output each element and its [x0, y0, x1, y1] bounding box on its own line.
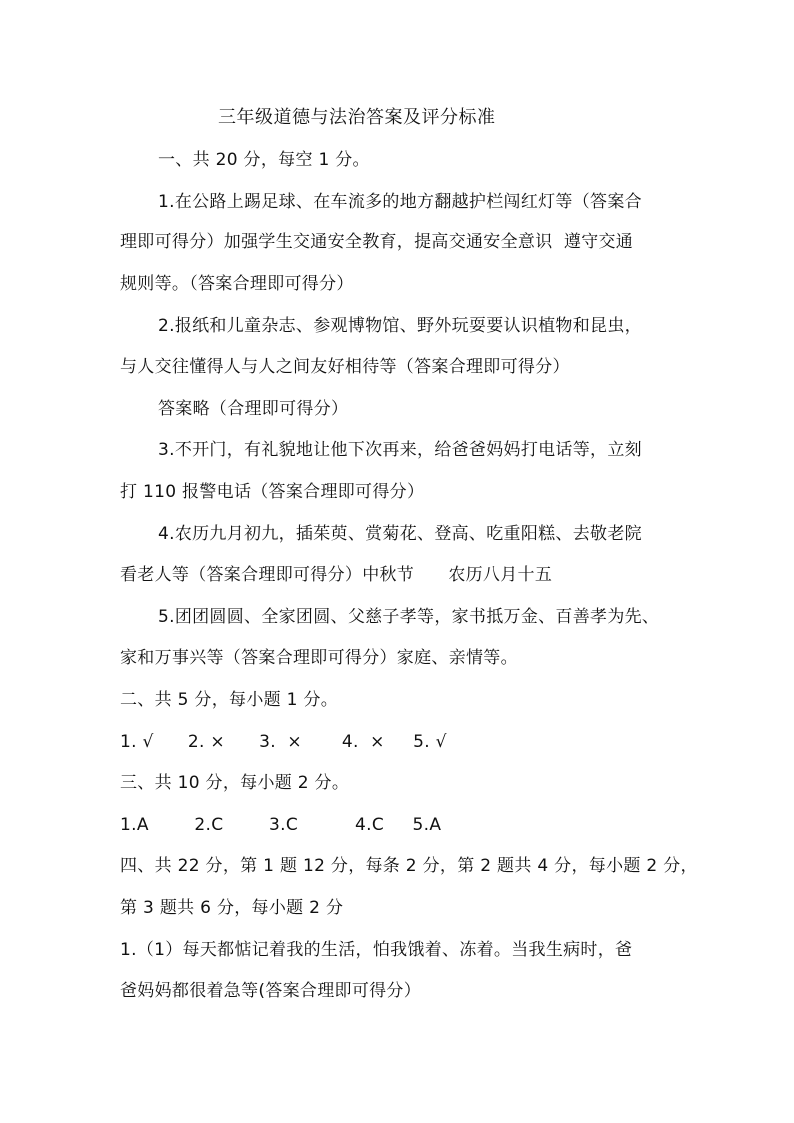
- section-4-heading: 四、共 22 分，第 1 题 12 分，每条 2 分，第 2 题共 4 分，每小题 2 分，: [120, 856, 698, 876]
- section-1-heading: 一、共 20 分，每空 1 分。: [158, 150, 370, 170]
- answer-line: 3.不开门，有礼貌地让他下次再来，给爸爸妈妈打电话等，立刻: [158, 440, 642, 460]
- answer-line: 1.在公路上踢足球、在车流多的地方翻越护栏闯红灯等（答案合: [158, 192, 642, 212]
- answer-line: 答案略（合理即可得分）: [158, 399, 349, 419]
- section-2-heading: 二、共 5 分，每小题 1 分。: [120, 690, 339, 710]
- answer-line: 1.A 2.C 3.C 4.C 5.A: [120, 815, 442, 835]
- answer-line: 家和万事兴等（答案合理即可得分）家庭、亲情等。: [120, 648, 518, 668]
- section-3-heading: 三、共 10 分，每小题 2 分。: [120, 773, 350, 793]
- answer-line: 爸妈妈都很着急等(答案合理即可得分）: [120, 981, 422, 1001]
- answer-line: 5.团团圆圆、全家团圆、父慈子孝等，家书抵万金、百善孝为先、: [158, 607, 660, 627]
- answer-line: 2.报纸和儿童杂志、参观博物馆、野外玩耍要认识植物和昆虫，: [158, 316, 642, 336]
- answer-line: 与人交往懂得人与人之间友好相待等（答案合理即可得分）: [120, 357, 570, 377]
- page-title: 三年级道德与法治答案及评分标准: [218, 107, 496, 128]
- answer-line: 打 110 报警电话（答案合理即可得分）: [120, 482, 425, 502]
- answer-line: 第 3 题共 6 分，每小题 2 分: [120, 898, 344, 918]
- answer-line: 规则等。（答案合理即可得分）: [120, 274, 354, 294]
- answer-line: 4.农历九月初九，插茱萸、赏菊花、登高、吃重阳糕、去敬老院: [158, 524, 642, 544]
- answer-line: 1.（1）每天都惦记着我的生活，怕我饿着、冻着。当我生病时，爸: [120, 940, 633, 960]
- answer-line: 1. √ 2. × 3. × 4. × 5. √: [120, 732, 447, 752]
- answer-line: 看老人等（答案合理即可得分）中秋节 农历八月十五: [120, 565, 553, 585]
- answer-line: 理即可得分）加强学生交通安全教育，提高交通安全意识 遵守交通: [120, 232, 634, 252]
